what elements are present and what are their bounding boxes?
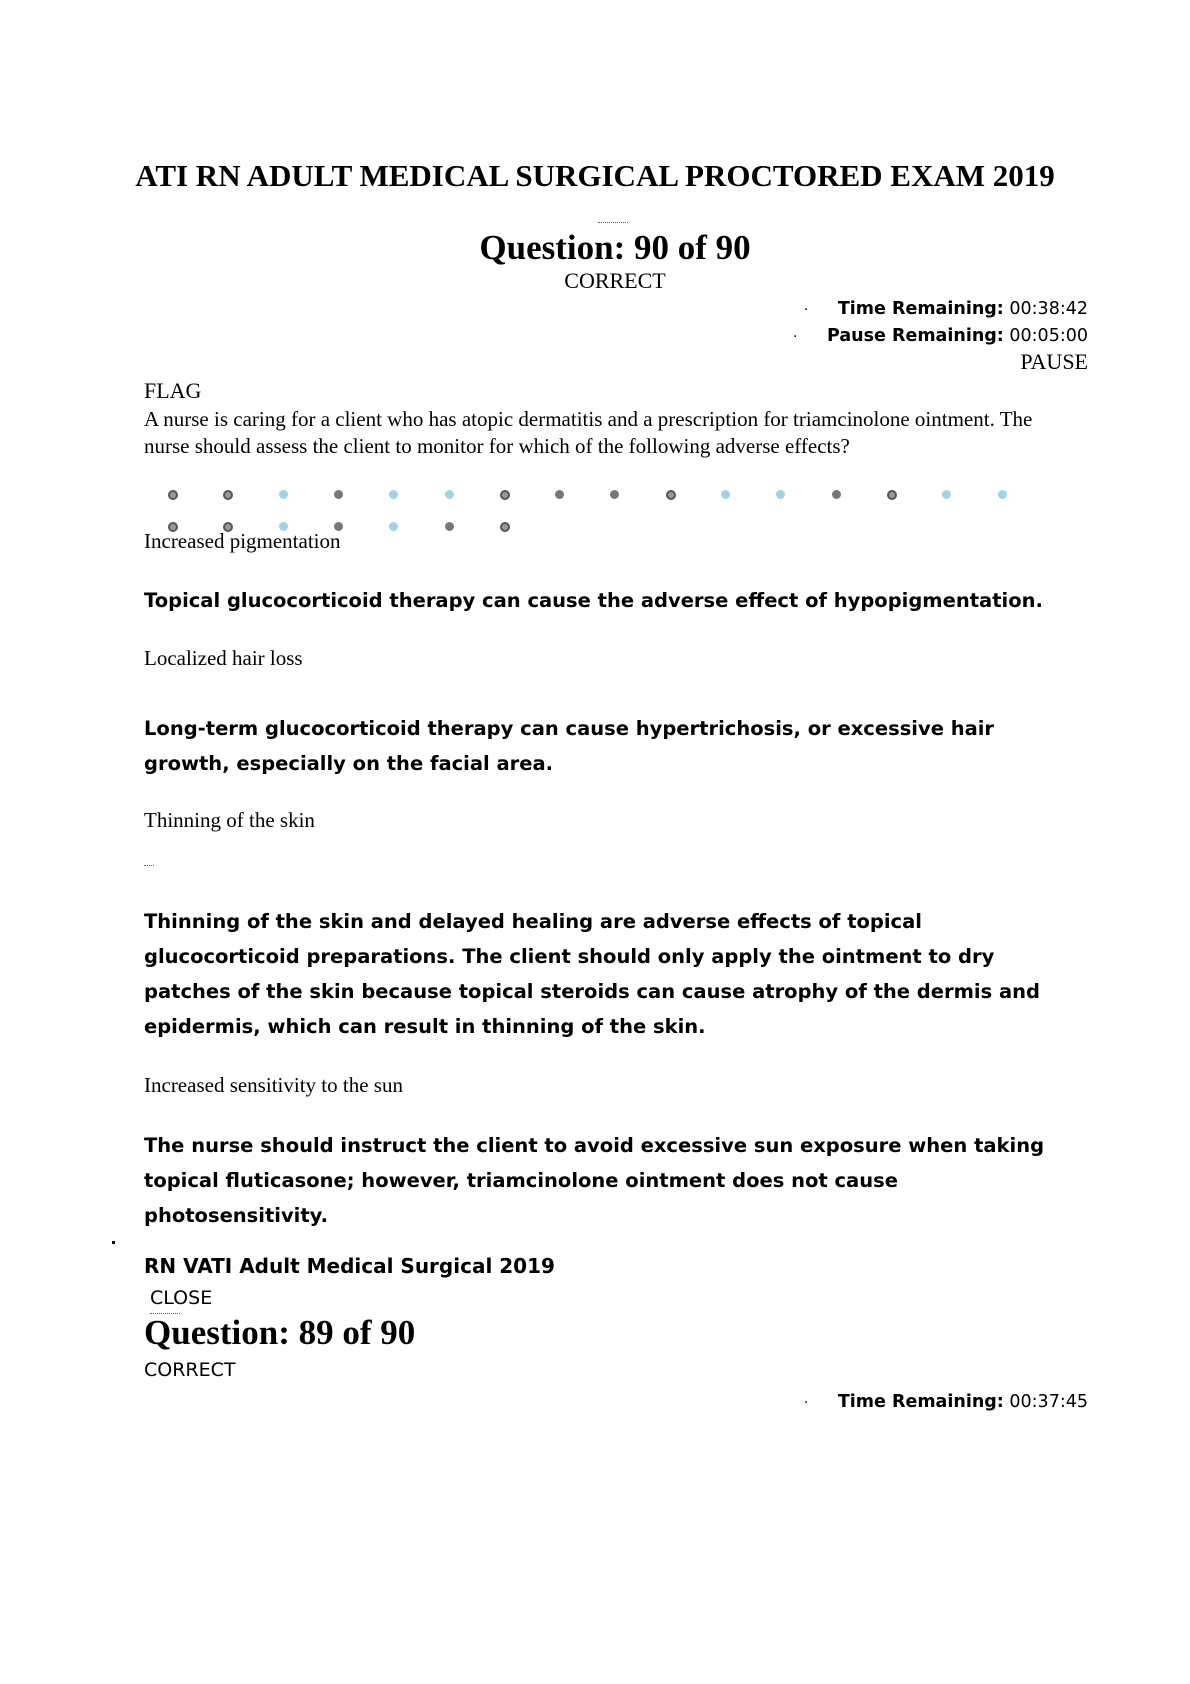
progress-dot-ring — [168, 490, 178, 500]
progress-dot-ring — [666, 490, 676, 500]
progress-dot-ring — [887, 490, 897, 500]
progress-dot-ring — [500, 522, 510, 532]
stray-mark — [112, 1241, 115, 1244]
progress-dot-gray — [334, 490, 343, 499]
time-remaining-label: Time Remaining: — [837, 1392, 1004, 1412]
question-status: CORRECT — [144, 1359, 236, 1381]
question-text: A nurse is caring for a client who has atopic dermatitis and a prescription for triamcinolone ointment. The nurse should assess the client to monitor for which of the following adverse effects? — [144, 407, 1033, 458]
progress-dot-blue — [389, 522, 398, 531]
progress-dot-blue — [445, 490, 454, 499]
progress-dot-gray — [832, 490, 841, 499]
document-title: ATI RN ADULT MEDICAL SURGICAL PROCTORED EXAM 2019 — [135, 158, 1055, 193]
progress-dot-gray — [445, 522, 454, 531]
question-heading: Question: 89 of 90 — [144, 1313, 416, 1352]
progress-dot-blue — [776, 490, 785, 499]
answer-option[interactable]: Thinning of the skin — [144, 808, 315, 832]
progress-dot-ring — [500, 490, 510, 500]
progress-dot-ring — [223, 490, 233, 500]
close-link[interactable]: CLOSE — [150, 1287, 213, 1309]
answer-rationale: Long-term glucocorticoid therapy can cause hypertrichosis, or excessive hair growth, especially on the facial area. — [144, 717, 995, 775]
pause-remaining-label: Pause Remaining: — [826, 326, 1004, 346]
progress-dot-blue — [998, 490, 1007, 499]
flag-button[interactable]: FLAG — [144, 378, 202, 403]
bullet-icon: · — [792, 329, 798, 345]
answer-option[interactable]: Increased pigmentation — [144, 529, 341, 553]
progress-dot-blue — [721, 490, 730, 499]
progress-dot-blue — [279, 490, 288, 499]
divider-mark — [598, 222, 628, 223]
section-title: RN VATI Adult Medical Surgical 2019 — [144, 1254, 555, 1278]
time-remaining-value: 00:38:42 — [1009, 299, 1088, 319]
time-remaining-row — [804, 1392, 1088, 1412]
pause-remaining-value: 00:05:00 — [1009, 326, 1088, 346]
answer-option[interactable]: Increased sensitivity to the sun — [144, 1073, 403, 1097]
question-status: CORRECT — [564, 268, 666, 293]
progress-dot-blue — [389, 490, 398, 499]
progress-dot-gray — [555, 490, 564, 499]
bullet-icon: · — [803, 1395, 809, 1411]
time-remaining-label: Time Remaining: — [837, 299, 1004, 319]
answer-option[interactable]: Localized hair loss — [144, 646, 303, 670]
pause-remaining-row — [793, 326, 1088, 346]
progress-dot-blue — [942, 490, 951, 499]
question-heading: Question: 90 of 90 — [479, 228, 751, 267]
progress-dot-gray — [610, 490, 619, 499]
pause-button[interactable]: PAUSE — [1020, 349, 1088, 374]
answer-rationale: The nurse should instruct the client to avoid excessive sun exposure when taking topical fluticasone; however, triamcinolone ointment does not cause photosensitivity. — [144, 1134, 1045, 1227]
time-remaining-row — [804, 299, 1088, 319]
divider-mark — [144, 865, 154, 866]
bullet-icon: · — [803, 302, 809, 318]
time-remaining-value: 00:37:45 — [1009, 1392, 1088, 1412]
answer-rationale: Thinning of the skin and delayed healing are adverse effects of topical glucocorticoid preparations. The client should only apply the ointment to dry patches of the skin because topical steroids can cause atrophy of the dermis and epidermis, which can result in thinning of the skin. — [144, 910, 1041, 1038]
answer-rationale: Topical glucocorticoid therapy can cause the adverse effect of hypopigmentation. — [144, 589, 1043, 612]
